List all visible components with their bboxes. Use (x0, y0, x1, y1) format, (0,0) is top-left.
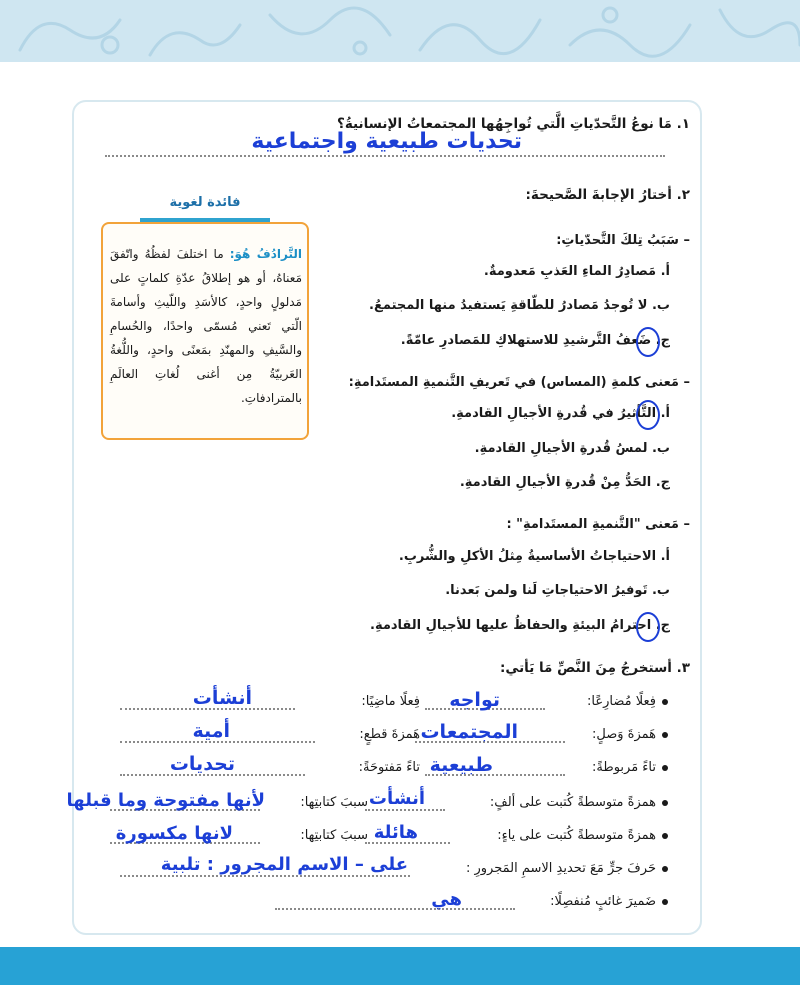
q3-row2-label-right (592, 727, 668, 742)
q3-row3-label-right-text: تاءً مَربوطةً: (592, 760, 656, 775)
q3-row4-label-left: سببَ كتابتِها: (300, 795, 368, 810)
tip-text (110, 242, 302, 410)
calligraphy-pattern-icon (0, 0, 800, 62)
q2-g2-option-b[interactable]: ب. لمسُ قُدرةِ الأجيالِ القادمةِ. (474, 441, 670, 456)
q3-row4-label-right (490, 795, 668, 810)
q2-g1-option-c[interactable]: ج. ضَعفُ التَّرشيدِ للاستهلاكِ للمَصادرِ عامّةً. (400, 333, 670, 348)
q3-row7-label-right (550, 894, 668, 909)
selected-answer-circle-icon (636, 400, 660, 430)
q3-row2-answer-left: أمية (192, 720, 230, 742)
q3-row7-answer: هي (431, 889, 462, 910)
q3-row2-label-left: هَمزةَ قطعٍ: (359, 727, 420, 742)
q1-question: ١. مَا نوعُ التَّحدّياتِ الَّتي تُواجِهُها المجتمعاتُ الإنسانيةُ؟ (337, 116, 690, 132)
q2-g3-option-b[interactable]: ب. تَوفيرُ الاحتياجاتِ لَنا ولمن بَعدنا. (445, 583, 670, 598)
q3-row3-answer-left: تحديات (169, 753, 235, 775)
tip-term: التَّرادُفُ هُوَ: (229, 247, 302, 261)
q3-row5-answer-left: لانها مكسورة (115, 823, 233, 844)
q3-row1-answer-left: أنشأت (192, 687, 252, 709)
q2-g2-option-c[interactable]: ج. الحَدُّ مِنْ قُدرةِ الأجيالِ القادمةِ. (459, 475, 670, 490)
q3-row4-answer-left: لأنها مفتوحة وما قبلها (66, 790, 265, 811)
q3-row2-answer-right: المجتمعات (420, 721, 518, 743)
q3-row5-label-right (497, 828, 668, 843)
header-band (0, 0, 800, 62)
q2-g1-option-b[interactable]: ب. لا تُوجدُ مَصادرُ للطّاقةِ يَستفيدُ منها المجتمعُ. (369, 298, 670, 313)
footer-band (0, 947, 800, 985)
q2-g2-stem: – مَعنى كلمةِ (المساس) في تَعريفِ التَّنميةِ المستَدامةِ: (348, 375, 690, 390)
q3-row7-label-right-text: ضَميرَ غائبٍ مُنفصِلًا: (550, 894, 656, 909)
bullet-icon (662, 800, 668, 806)
q2-g2-option-a[interactable]: أ. التَّأثيرُ في قُدرةِ الأجيالِ القادمةِ. (451, 406, 670, 421)
q3-row3-label-left: تاءً مَفتوحَةً: (358, 760, 420, 775)
selected-answer-circle-icon (636, 612, 660, 642)
q1-answer-line (105, 155, 665, 157)
bullet-icon (662, 899, 668, 905)
q3-row6-answer: على – الاسم المجرور : تلبية (160, 854, 408, 875)
bullet-icon (662, 765, 668, 771)
q3-row3-label-right (592, 760, 668, 775)
q3-title: ٣. أستخرجُ مِنَ النَّصِّ مَا يَأتي: (500, 660, 690, 676)
q2-g3-option-a[interactable]: أ. الاحتياجاتُ الأساسيةُ مِثلُ الأكلِ والشُّربِ. (398, 549, 670, 564)
bullet-icon (662, 732, 668, 738)
q3-row5-label-left: سببَ كتابتِها: (300, 828, 368, 843)
tip-title: فائدة لغوية (169, 195, 241, 210)
answer-line (365, 809, 445, 811)
answer-line (120, 875, 410, 877)
q3-row1-label-left: فِعلًا ماضِيًا: (361, 694, 420, 709)
bullet-icon (662, 833, 668, 839)
q3-row1-label-right-text: فِعلًا مُضارِعًا: (587, 694, 656, 709)
q3-row2-label-right-text: هَمزةَ وَصلٍ: (591, 727, 656, 742)
q2-g3-stem: – مَعنى "التَّنميةِ المستَدامةِ" : (506, 517, 690, 532)
q3-row6-label-right (466, 861, 668, 876)
answer-line (275, 908, 515, 910)
page-number: ٢٠ (712, 927, 730, 943)
q2-g3-option-c[interactable]: ج. احترامُ البيئةِ والحفاظُ عليها للأجيالِ القادمةِ. (370, 618, 670, 633)
q2-title: ٢. أختارُ الإجابةَ الصَّحيحةَ: (525, 187, 690, 203)
q3-row3-answer-right: طبيعية (429, 754, 493, 776)
q3-row5-label-right-text: همزةً متوسطةً كُتبت على ياءٍ: (497, 828, 656, 843)
selected-answer-circle-icon (636, 327, 660, 357)
bullet-icon (662, 866, 668, 872)
q2-g1-stem: – سَبَبُ تِلكَ التَّحدّياتِ: (556, 233, 690, 248)
q3-row5-answer-right: هائلة (373, 822, 418, 843)
q3-row1-answer-right: تواجه (449, 689, 500, 711)
q3-row6-label-right-text: حَرفَ جرٍّ مَعَ تحديدِ الاسمِ المَجرورِ : (465, 861, 656, 876)
bullet-icon (662, 699, 668, 705)
q3-row4-label-right-text: همزةً متوسطةً كُتبت على ألفٍ: (489, 795, 656, 810)
q3-row1-label-right (587, 694, 668, 709)
q1-handwritten-answer: تحديات طبيعية واجتماعية (251, 129, 522, 154)
q3-row4-answer-right: أنشأت (368, 788, 425, 809)
tip-body: ما اختلفَ لفظُهُ واتّفقَ مَعناهُ، أو هو إطلاقُ عدّةِ كلماتٍ على مَدلولٍ واحدٍ، كالأسَدِ واللّيثِ وأسامةَ الّتي تَعني مُسمّى واحدًا، والحُسامِ والسَّيفِ والمهنّدِ بمَعنًى واحدٍ، واللُّغةُ العَربيّةُ مِن أغنى لُغاتِ العالَمِ بالمترادفاتِ. (110, 247, 302, 405)
q2-g1-option-a[interactable]: أ. مَصادِرُ الماءِ العَذبِ مَعدومةٌ. (483, 264, 670, 279)
